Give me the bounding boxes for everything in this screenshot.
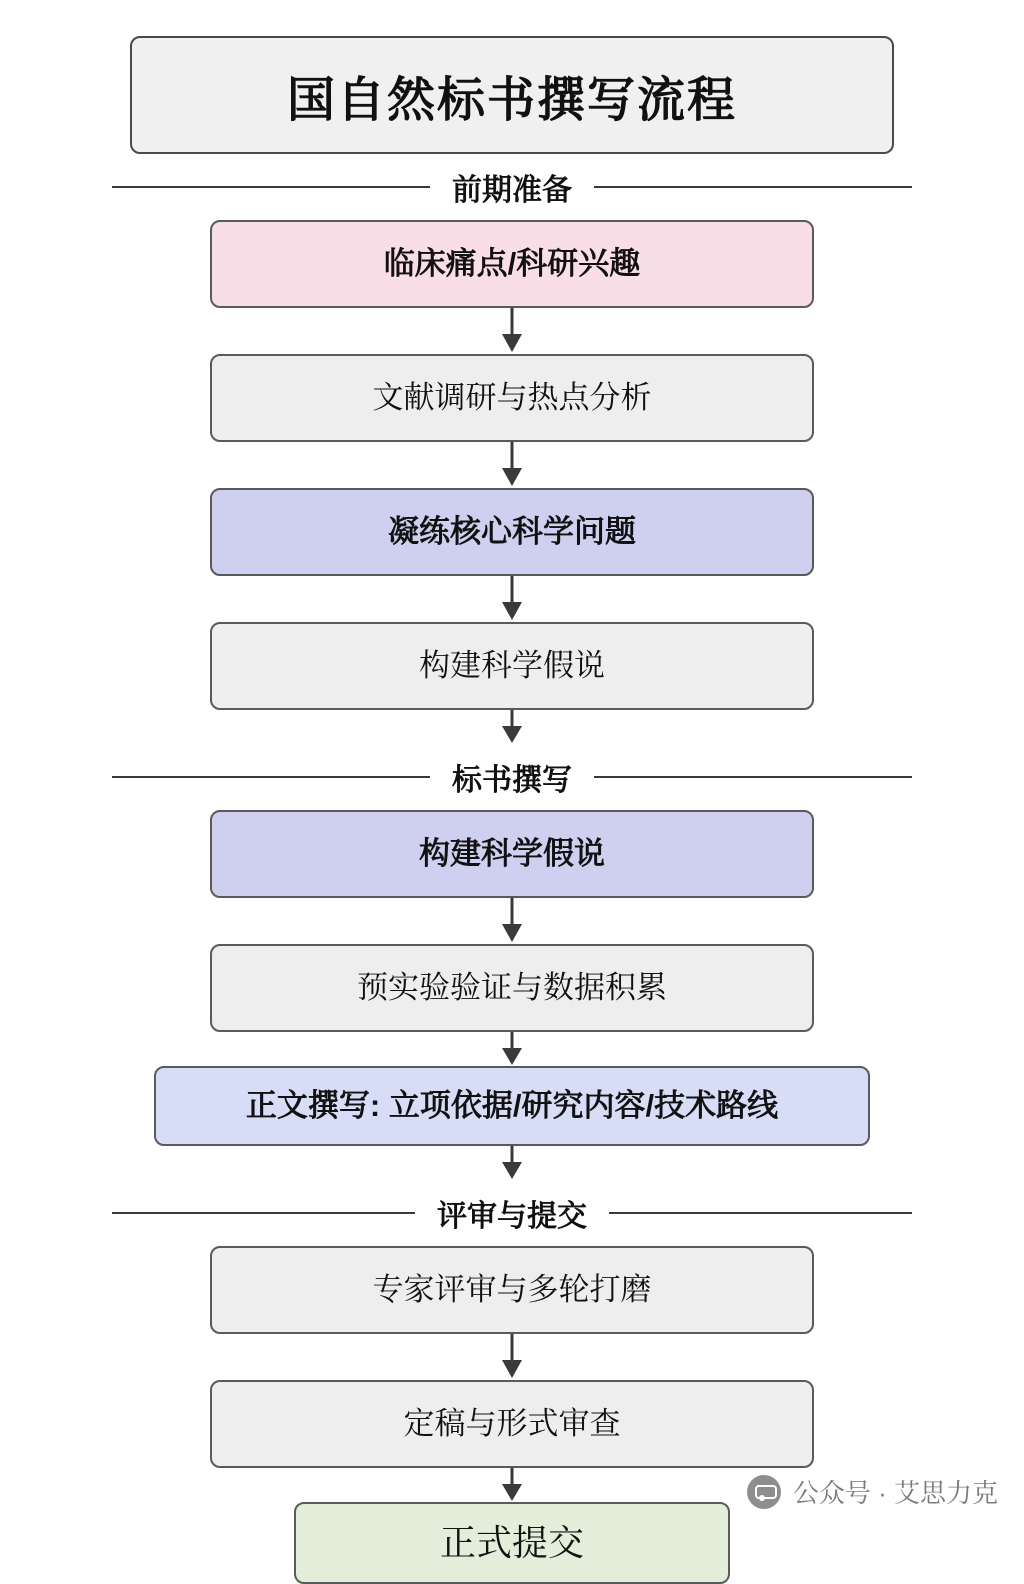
- node-formal-submission[interactable]: [294, 1502, 730, 1584]
- node-literature-survey-label: 文献调研与热点分析: [372, 380, 652, 416]
- section-label-preparation: 前期准备: [452, 174, 572, 207]
- section-label-review: 评审与提交: [437, 1200, 587, 1233]
- wechat-official-account-icon: [747, 1475, 781, 1509]
- node-pre-experiment[interactable]: [210, 944, 814, 1032]
- arrow-connector: [492, 442, 532, 488]
- page-title-text: 国自然标书撰写流程: [286, 73, 737, 127]
- divider-line-left: [112, 1212, 415, 1214]
- node-hypothesis-write[interactable]: [210, 810, 814, 898]
- node-hypothesis-prep[interactable]: [210, 622, 814, 710]
- divider-line-left: [112, 776, 430, 778]
- watermark-text: 公众号 · 艾思力克: [792, 1478, 998, 1508]
- arrow-connector: [492, 308, 532, 354]
- node-core-question-label: 凝练核心科学问题: [388, 514, 636, 550]
- arrow-connector: [492, 576, 532, 622]
- watermark: [747, 1473, 998, 1510]
- arrow-connector: [492, 1032, 532, 1066]
- node-pain-point[interactable]: [210, 220, 814, 308]
- section-label-writing: 标书撰写: [452, 764, 572, 797]
- arrow-connector: [492, 1334, 532, 1380]
- divider-line-left: [112, 186, 430, 188]
- node-final-check-label: 定稿与形式审查: [403, 1406, 621, 1442]
- node-main-text-writing[interactable]: [154, 1066, 870, 1146]
- node-formal-submission-label: 正式提交: [439, 1522, 584, 1564]
- page-title: [130, 36, 894, 154]
- node-pre-experiment-label: 预实验验证与数据积累: [357, 970, 667, 1006]
- arrow-connector: [492, 898, 532, 944]
- section-divider-review: [112, 1180, 912, 1246]
- divider-line-right: [609, 1212, 912, 1214]
- arrow-connector: [492, 710, 532, 744]
- node-main-text-writing-label: 正文撰写: 立项依据/研究内容/技术路线: [245, 1088, 779, 1124]
- node-expert-review-label: 专家评审与多轮打磨: [372, 1272, 652, 1308]
- divider-line-right: [594, 186, 912, 188]
- node-literature-survey[interactable]: [210, 354, 814, 442]
- divider-line-right: [594, 776, 912, 778]
- node-final-check[interactable]: [210, 1380, 814, 1468]
- section-divider-writing: [112, 744, 912, 810]
- node-hypothesis-prep-label: 构建科学假说: [419, 648, 605, 684]
- node-expert-review[interactable]: [210, 1246, 814, 1334]
- arrow-connector: [492, 1468, 532, 1502]
- node-core-question[interactable]: [210, 488, 814, 576]
- node-pain-point-label: 临床痛点/科研兴趣: [383, 246, 641, 282]
- node-hypothesis-write-label: 构建科学假说: [419, 836, 605, 872]
- section-divider-preparation: [112, 154, 912, 220]
- arrow-connector: [492, 1146, 532, 1180]
